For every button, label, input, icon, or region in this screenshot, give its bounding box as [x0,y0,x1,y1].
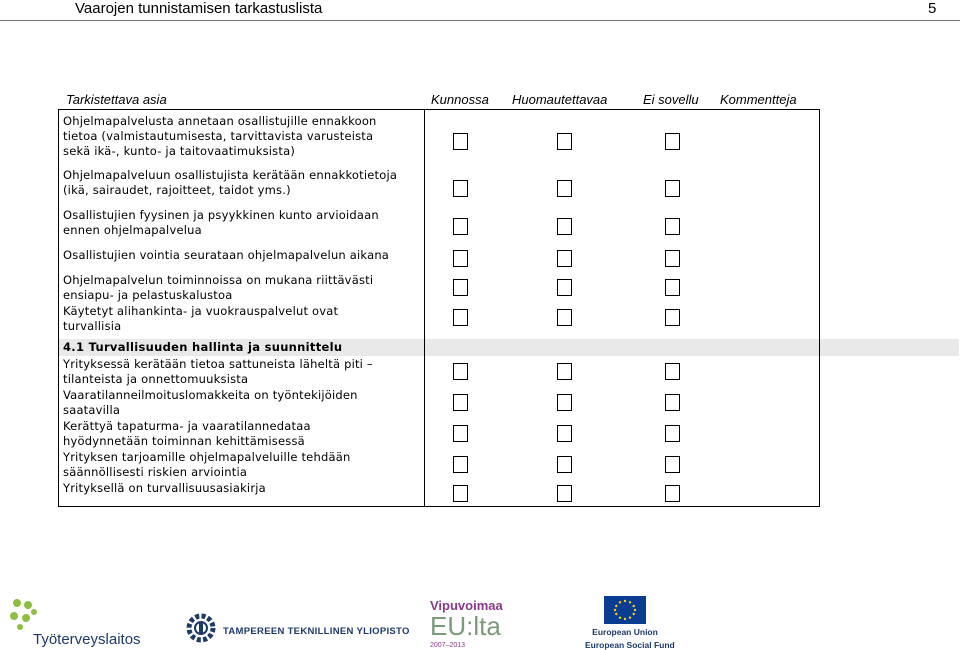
note-checkbox[interactable] [557,279,572,296]
tty-gear-icon [185,612,217,644]
eu-lta-label: EU:lta [430,611,501,641]
note-checkbox[interactable] [557,180,572,197]
ok-checkbox[interactable] [453,394,468,411]
checklist-item [63,388,423,418]
note-checkbox[interactable] [557,218,572,235]
section-title: 4.1 Turvallisuuden hallinta ja suunnittelu [63,340,343,354]
note-checkbox[interactable] [557,394,572,411]
checklist-item-line: turvallisia [63,319,122,334]
checklist-item-line: tietoa (valmistautumisesta, tarvittavista varusteista [63,129,374,144]
note-checkbox[interactable] [557,250,572,267]
checklist-item-line: Kerättyä tapaturma- ja vaaratilannedataa [63,419,311,433]
checklist-item [63,114,423,160]
ok-checkbox[interactable] [453,363,468,380]
checklist-item-line: (ikä, sairaudet, rajoitteet, taidot yms.) [63,183,291,198]
ok-checkbox[interactable] [453,250,468,267]
note-checkbox[interactable] [557,309,572,326]
ok-checkbox[interactable] [453,180,468,197]
tyoterveyslaitos-name: Työterveyslaitos [33,631,141,648]
checklist-item-line: Ohjelmapalveluun osallistujista kerätään ennakkotietoja [63,168,398,182]
checklist-item [63,419,423,449]
ok-checkbox[interactable] [453,309,468,326]
column-header-ok: Kunnossa [431,92,489,107]
checklist-item-line: Yrityksellä on turvallisuusasiakirja [63,481,266,495]
na-checkbox[interactable] [665,218,680,235]
footer-logos [0,590,960,650]
page-number: 5 [928,0,937,17]
ok-checkbox[interactable] [453,456,468,473]
checklist-item-line: hyödynnetään toiminnan kehittämisessä [63,434,305,449]
na-checkbox[interactable] [665,180,680,197]
eu-flag-icon [604,596,646,624]
tty-logo [185,612,410,648]
european-union-logo [585,596,675,650]
ok-checkbox[interactable] [453,218,468,235]
na-checkbox[interactable] [665,309,680,326]
vipuvoimaa-logo [430,598,503,649]
tyoterveyslaitos-emblem-icon [8,596,38,632]
checklist-item-line: ensiapu- ja pelastuskalustoa [63,288,233,303]
checklist-item [63,304,423,334]
checklist-item [63,357,423,387]
na-checkbox[interactable] [665,456,680,473]
checklist-item-line: Yrityksessä kerätään tietoa sattuneista läheltä piti – [63,357,373,371]
checklist-item-line: Yrityksen tarjoamille ohjelmapalveluille tehdään [63,450,351,464]
column-header-note: Huomautettavaa [512,92,608,107]
checklist-item-line: ennen ohjelmapalvelua [63,223,202,238]
program-years: 2007–2013 [430,642,466,649]
na-checkbox[interactable] [665,133,680,150]
checklist-item [63,450,423,480]
checklist-item-line: Ohjelmapalvelun toiminnoissa on mukana riittävästi [63,273,374,287]
checklist-item-line: Vaaratilanneilmoituslomakkeita on työntekijöiden [63,388,358,402]
checklist-item-line: saatavilla [63,403,121,418]
checklist-item [63,168,423,198]
na-checkbox[interactable] [665,394,680,411]
vipuvoimaa-label: Vipuvoimaa [430,598,503,613]
page-header [0,0,960,21]
esf-name: European Social Fund [585,640,675,650]
checklist-item [63,248,423,263]
ok-checkbox[interactable] [453,425,468,442]
ok-checkbox[interactable] [453,485,468,502]
note-checkbox[interactable] [557,363,572,380]
column-divider [424,110,425,506]
na-checkbox[interactable] [665,485,680,502]
checklist-item-line: Ohjelmapalvelusta annetaan osallistujille ennakkoon [63,114,377,128]
checklist-item-line: sekä ikä-, kunto- ja taitovaatimuksista) [63,144,296,159]
checklist-item [63,208,423,238]
column-header-na: Ei sovellu [643,92,699,107]
checklist-item [63,273,423,303]
na-checkbox[interactable] [665,425,680,442]
checklist-item-line: Käytetyt alihankinta- ja vuokrauspalvelut ovat [63,304,339,318]
checklist-item-line: säännöllisesti riskien arviointia [63,465,248,480]
note-checkbox[interactable] [557,456,572,473]
column-header-item: Tarkistettava asia [66,92,167,107]
checklist-item-line: tilanteista ja onnettomuuksista [63,372,249,387]
checklist-item [63,481,423,496]
tyoterveyslaitos-logo [8,596,141,648]
tty-name: TAMPEREEN TEKNILLINEN YLIOPISTO [223,626,410,637]
note-checkbox[interactable] [557,485,572,502]
ok-checkbox[interactable] [453,133,468,150]
eu-name: European Union [592,627,658,637]
na-checkbox[interactable] [665,279,680,296]
checklist-item-line: Osallistujien fyysinen ja psyykkinen kunto arvioidaan [63,208,379,222]
column-header-comments: Kommentteja [720,92,797,107]
ok-checkbox[interactable] [453,279,468,296]
na-checkbox[interactable] [665,363,680,380]
na-checkbox[interactable] [665,250,680,267]
note-checkbox[interactable] [557,425,572,442]
note-checkbox[interactable] [557,133,572,150]
document-title: Vaarojen tunnistamisen tarkastuslista [75,0,323,17]
checklist-item-line: Osallistujien vointia seurataan ohjelmapalvelun aikana [63,248,390,262]
